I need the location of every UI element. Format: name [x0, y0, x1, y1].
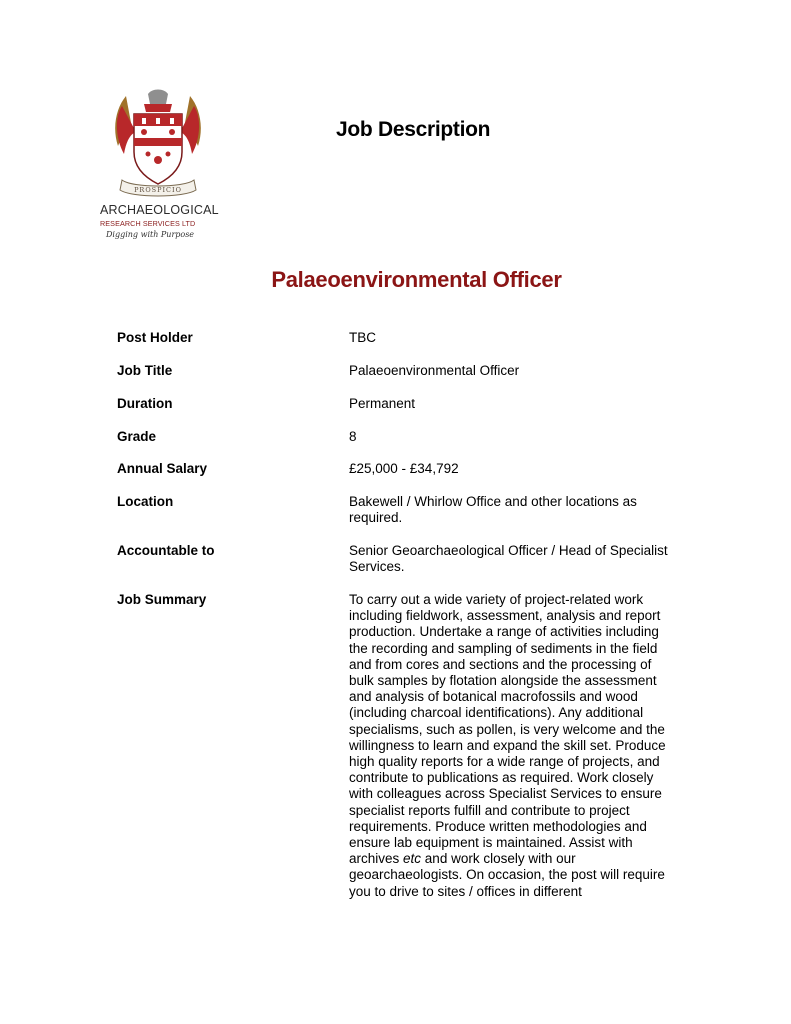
italic-etc: etc: [403, 851, 422, 867]
detail-label: Post Holder: [117, 330, 193, 345]
job-heading: Palaeoenvironmental Officer: [271, 267, 562, 292]
detail-label: Job Title: [117, 363, 173, 378]
org-subtitle: RESEARCH SERVICES LTD: [100, 219, 196, 228]
org-name: ARCHAEOLOGICAL: [100, 203, 219, 217]
svg-text:PROSPICIO: PROSPICIO: [134, 186, 182, 194]
crest-icon: [108, 88, 208, 200]
detail-label: Duration: [117, 396, 173, 411]
detail-label: Annual Salary: [117, 461, 208, 476]
company-logo: [100, 88, 230, 248]
detail-value: 8: [349, 429, 357, 444]
org-tagline: Digging with Purpose: [106, 230, 195, 239]
detail-value: Senior Geoarchaeological Officer / Head of Specialist Services.: [349, 543, 668, 575]
detail-label: Accountable to: [117, 543, 215, 558]
detail-label: Job Summary: [117, 592, 207, 607]
detail-label: Location: [117, 494, 174, 509]
document-title: Job Description: [336, 118, 491, 141]
detail-value: Bakewell / Whirlow Office and other locations as required.: [349, 494, 637, 526]
job-summary-text: To carry out a wide variety of project-related work including fieldwork, assessment, analysis and report production. Undertake a range of activities including the recording and sampling of sediments in the field and from cores and sections and the processing of bulk samples by flotation alongside the assessment and analysis of botanical macrofossils and wood (including charcoal identifications). Any additional specialisms, such as pollen, is very welcome and the willingness to learn and expand the skill set. Produce high quality reports for a wide range of projects, and contribute to publications as required. Work closely with colleagues across Specialist Services to ensure specialist reports fulfill and contribute to project requirements. Produce written methodologies and ensure lab equipment is maintained. Assist with archives etc and work closely with our geoarchaeologists. On occasion, the post will require you to drive to sites / offices in different: [349, 592, 666, 899]
detail-label: Grade: [117, 429, 157, 444]
detail-value: £25,000 - £34,792: [349, 461, 459, 476]
detail-value: Palaeoenvironmental Officer: [349, 363, 520, 378]
detail-value: Permanent: [349, 396, 416, 411]
detail-value: TBC: [349, 330, 376, 345]
